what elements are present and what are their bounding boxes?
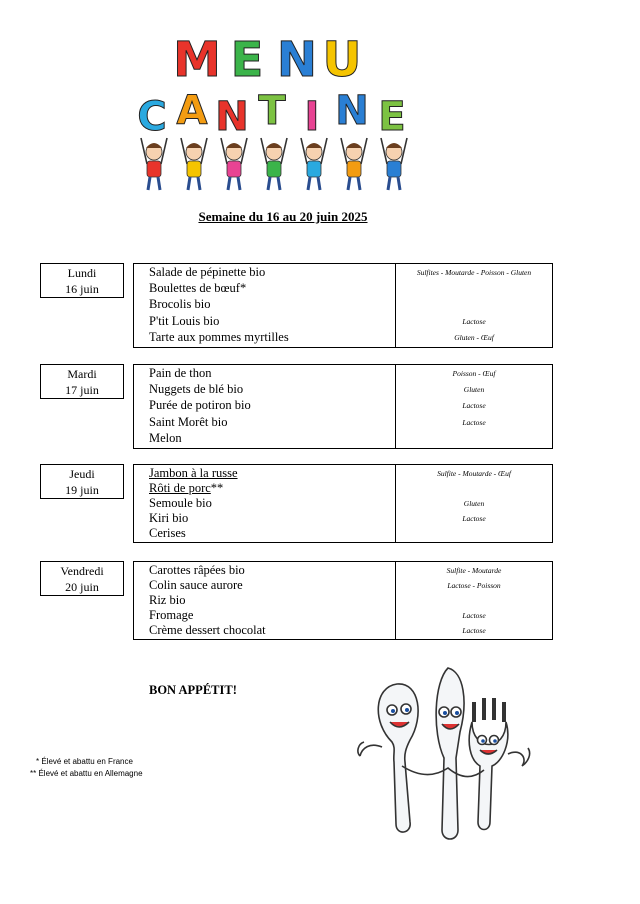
menu-row: [134, 397, 552, 413]
dish-name: Cerises: [149, 526, 186, 540]
fork-icon: [469, 698, 529, 830]
day-date: 17 juin: [65, 383, 99, 397]
footnotes: [30, 756, 143, 780]
dish-name: Salade de pépinette bio: [149, 265, 266, 279]
menu-row: [134, 296, 552, 312]
dish-name: Kiri bio: [149, 511, 189, 525]
menu-row: [134, 510, 552, 526]
logo-letter: N: [276, 32, 318, 88]
menu-row: [134, 264, 552, 280]
logo-letter: M: [173, 32, 221, 88]
menu-table-lundi: [133, 263, 553, 348]
menu-row: [134, 495, 552, 511]
dish-name: Colin sauce aurore: [149, 578, 243, 592]
logo-letter: I: [304, 94, 320, 140]
day-date: 16 juin: [65, 282, 99, 296]
day-date: 19 juin: [65, 483, 99, 497]
menu-cantine-logo: [130, 28, 430, 196]
logo-letter: N: [215, 94, 249, 140]
bon-appetit-text: BON APPÉTIT!: [149, 683, 237, 697]
menu-row: [134, 313, 552, 329]
dish-name: Pain de thon: [149, 366, 212, 380]
dish-name: Melon: [149, 430, 182, 445]
menu-table-jeudi: [133, 464, 553, 543]
kid-figure: [181, 138, 207, 190]
menu-row: [134, 365, 552, 381]
menu-row: [134, 562, 552, 578]
logo-letter: E: [230, 32, 264, 88]
dish-name: Tarte aux pommes myrtilles: [149, 329, 289, 344]
allergen-info: Lactose: [462, 401, 486, 411]
day-label-jeudi: [40, 464, 124, 499]
allergen-info: Lactose: [462, 626, 486, 635]
kid-figure: [141, 138, 167, 190]
logo-letter: N: [335, 88, 369, 134]
dish-name: Carottes râpées bio: [149, 563, 245, 577]
menu-row: [134, 525, 552, 541]
menu-table-vendredi: [133, 561, 553, 640]
allergen-info: Lactose: [462, 316, 486, 326]
kid-figure: [341, 138, 367, 190]
logo-letter: A: [176, 88, 208, 134]
logo-letter: U: [322, 32, 362, 88]
allergen-info: Lactose: [462, 611, 486, 620]
dish-name: Fromage: [149, 608, 194, 622]
menu-row: [134, 465, 552, 481]
menu-row: [134, 430, 552, 446]
dish-name: Brocolis bio: [149, 297, 211, 312]
day-label-vendredi: [40, 561, 124, 596]
dish-name-underlined: Jambon à la russe: [149, 466, 238, 480]
day-label-mardi: [40, 364, 124, 399]
dish-name: Boulettes de bœuf*: [149, 281, 247, 296]
dish-name: Semoule bio: [149, 496, 212, 510]
kid-figure: [381, 138, 407, 190]
menu-row: [134, 577, 552, 593]
dish-name: Purée de potiron bio: [149, 398, 251, 413]
knife-icon: [436, 668, 464, 839]
logo-letter: E: [378, 94, 406, 140]
allergen-info: Sulfites - Moutarde - Poisson - Gluten: [416, 268, 532, 277]
footnote-germany: ** Élevé et abattu en Allemagne: [30, 769, 143, 778]
menu-row: [134, 592, 552, 608]
menu-row: [134, 622, 552, 638]
dish-origin-mark: **: [210, 481, 224, 495]
dish-name: Saint Morêt bio: [149, 414, 228, 429]
cutlery-illustration: [352, 662, 538, 846]
kid-figure: [301, 138, 327, 190]
menu-row: [134, 329, 552, 345]
day-date: 20 juin: [65, 580, 99, 594]
kid-figure: [261, 138, 287, 190]
allergen-info: Gluten: [463, 499, 485, 508]
footnote-france: * Élevé et abattu en France: [36, 757, 133, 766]
dish-name: P'tit Louis bio: [149, 313, 220, 328]
dish-name-underlined: Rôti de porc: [149, 481, 211, 495]
day-label-lundi: [40, 263, 124, 298]
dish-name: Riz bio: [149, 593, 186, 607]
dish-name: [149, 480, 223, 496]
menu-row: [134, 414, 552, 430]
allergen-info: Lactose - Poisson: [447, 581, 501, 590]
allergen-info: Gluten: [463, 385, 485, 395]
allergen-info: Poisson - Œuf: [452, 369, 496, 378]
dish-name: [149, 465, 238, 481]
spoon-icon: [358, 684, 418, 832]
dish-name: Crème dessert chocolat: [149, 623, 266, 637]
day-name: Jeudi: [69, 467, 95, 481]
allergen-info: Gluten - Œuf: [454, 332, 494, 342]
kids-illustration: [141, 138, 407, 190]
logo-letter: T: [258, 88, 286, 134]
allergen-info: Sulfite - Moutarde - Œuf: [437, 469, 511, 478]
menu-row: [134, 607, 552, 623]
day-name: Lundi: [67, 266, 97, 280]
menu-row: [134, 280, 552, 296]
week-title: Semaine du 16 au 20 juin 2025: [198, 209, 368, 224]
menu-row: [134, 480, 552, 496]
day-name: Mardi: [67, 367, 97, 381]
day-name: Vendredi: [60, 564, 104, 578]
allergen-info: Lactose: [462, 514, 486, 523]
dish-name: Nuggets de blé bio: [149, 382, 244, 397]
allergen-info: Sulfite - Moutarde: [446, 566, 502, 575]
logo-letter: C: [137, 94, 167, 140]
menu-table-mardi: [133, 364, 553, 449]
kid-figure: [221, 138, 247, 190]
menu-row: [134, 381, 552, 397]
allergen-info: Lactose: [462, 417, 486, 427]
